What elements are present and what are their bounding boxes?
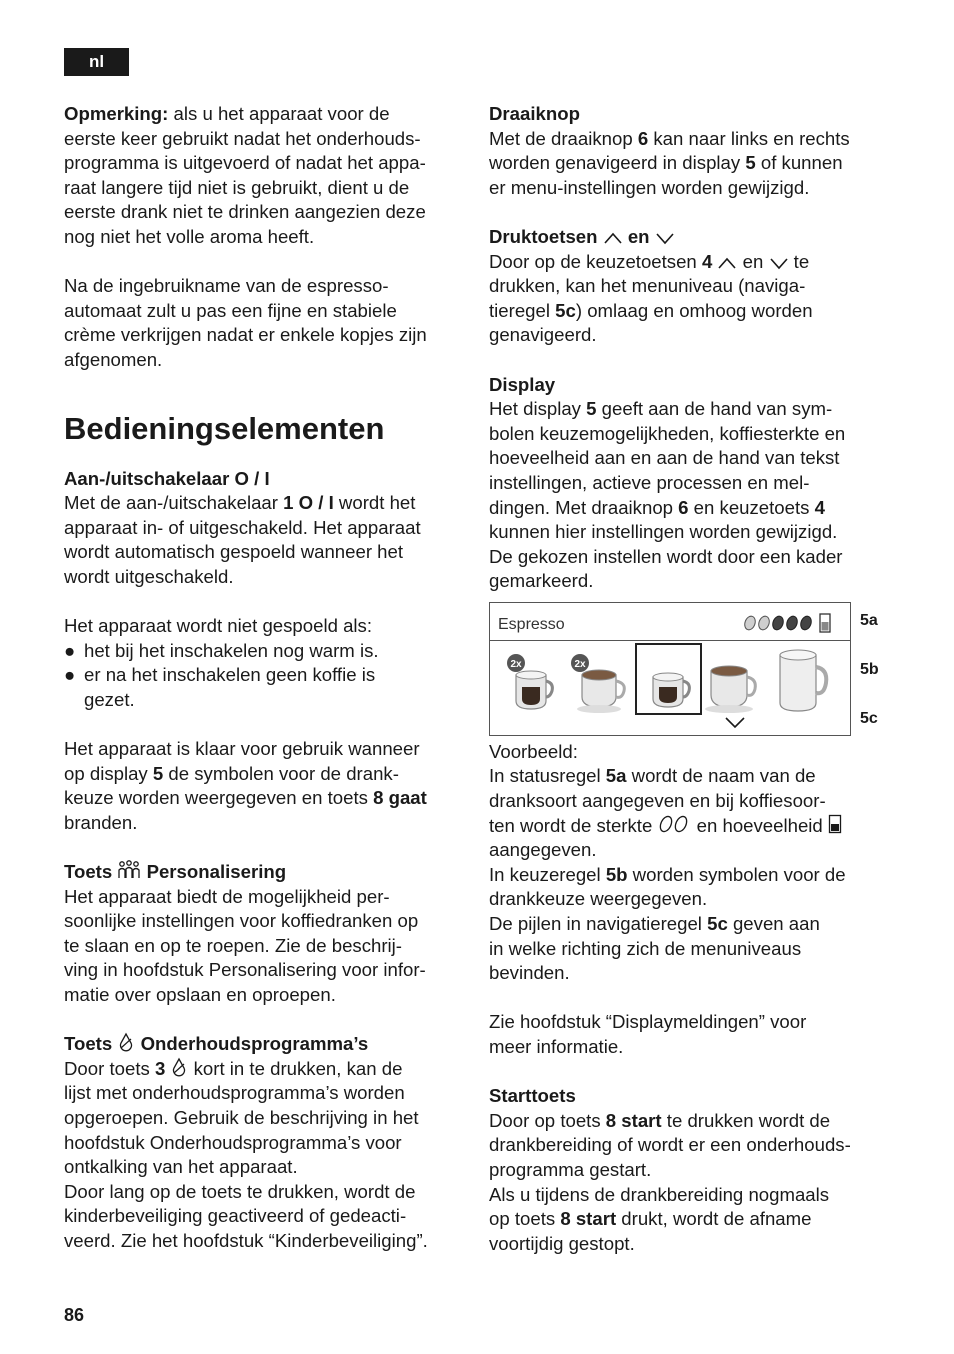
- text-line: De gekozen instellen wordt door een kader: [489, 545, 843, 567]
- personalisation-title: [64, 860, 469, 885]
- right-column: [489, 102, 894, 1256]
- chevron-up-icon: [603, 231, 623, 245]
- double-espresso-cup-icon: [507, 654, 552, 709]
- text-line: er menu-instellingen worden gewijzigd.: [489, 176, 810, 198]
- text-span: ) omlaag en omhoog worden: [575, 299, 813, 321]
- text-line: in welke richting zich de menuniveaus: [489, 937, 802, 959]
- text-span: 4: [814, 496, 825, 518]
- text-line: afgenomen.: [64, 348, 163, 370]
- bean-strength-icon: [657, 814, 691, 834]
- text-line: apparaat in- of uitgeschakeld. Het apparaat: [64, 516, 421, 538]
- text-span: 5: [586, 398, 597, 420]
- chevron-down-icon: [655, 231, 675, 245]
- text-line: Door lang op de toets te drukken, wordt de: [64, 1180, 416, 1202]
- knob-section: [489, 102, 894, 200]
- text-span: wordt het: [333, 492, 416, 514]
- bullet-item: [64, 639, 469, 664]
- start-section: [489, 1084, 894, 1256]
- text-span: 8 start: [560, 1208, 617, 1230]
- text-line: ving in hoofdstuk Personalisering voor infor-: [64, 959, 426, 981]
- text-span: Met de draaiknop: [489, 127, 638, 149]
- text-span: Door toets: [64, 1057, 155, 1079]
- text-span: 5c: [707, 913, 728, 935]
- note-line: eerste keer gebruikt nadat het onderhouds-: [64, 127, 421, 149]
- text-span: kort in te drukken, kan de: [188, 1057, 403, 1079]
- text-line: bolen keuzemogelijkheden, koffiesterkte en: [489, 422, 846, 444]
- knob-title: Draaiknop: [489, 103, 580, 124]
- text-span: 6: [678, 496, 689, 518]
- text-span: op display: [64, 762, 153, 784]
- text-line: hoofdstuk Onderhoudsprogramma’s voor: [64, 1131, 402, 1153]
- text-span: de symbolen voor de drank-: [163, 762, 399, 784]
- text-line: kunnen hier instellingen worden gewijzigd.: [489, 521, 838, 543]
- double-coffee-cup-icon: [571, 654, 624, 713]
- note-line: als u het apparaat voor de: [168, 103, 390, 124]
- text-span: 5: [745, 152, 756, 174]
- text-span: keuze worden weergegeven en toets: [64, 787, 374, 809]
- text-span: 5b: [605, 863, 628, 885]
- text-span: Toets: [64, 861, 113, 883]
- text-span: er na het inschakelen geen koffie is: [84, 664, 376, 686]
- note-line: eerste drank niet te drinken aangezien deze: [64, 201, 426, 223]
- display-section: [489, 373, 894, 594]
- status-line-separator: [490, 640, 850, 641]
- text-span: Personalisering: [146, 861, 287, 883]
- text-span: 4: [701, 250, 713, 272]
- text-span: Onderhoudsprogramma’s: [140, 1033, 369, 1055]
- text-span: kan naar links en rechts: [648, 127, 850, 149]
- indent: [64, 688, 84, 713]
- text-span: 8 start: [605, 1109, 662, 1131]
- note-line: nog niet het volle aroma heeft.: [64, 225, 315, 247]
- text-span: worden symbolen voor de: [627, 863, 846, 885]
- figure-label-5a: 5a: [860, 612, 878, 629]
- text-span: In statusregel: [489, 765, 606, 787]
- text-span: het bij het inschakelen nog warm is.: [84, 639, 379, 661]
- text-span: tieregel: [489, 299, 556, 321]
- text-line: matie over opslaan en oproepen.: [64, 984, 336, 1005]
- cup-badge-text: 2x: [574, 658, 586, 670]
- text-span: Druktoetsen: [489, 225, 598, 247]
- text-span: De pijlen in navigatieregel: [489, 913, 708, 935]
- page-number: 86: [64, 1305, 85, 1325]
- cup-badge-text: 2x: [510, 658, 522, 670]
- text-span: geeft aan de hand van sym-: [596, 398, 833, 420]
- text-span: en: [742, 250, 764, 272]
- figure-label-5b: 5b: [860, 661, 879, 678]
- text-line: Voorbeeld:: [489, 740, 578, 762]
- status-line-text: Espresso: [498, 615, 565, 633]
- left-column: [64, 102, 469, 1254]
- text-line: programma gestart.: [489, 1158, 652, 1180]
- text-line: crème verkrijgen nadat er enkele kopjes zijn: [64, 324, 427, 346]
- display-title: Display: [489, 373, 556, 395]
- note-paragraph: [64, 102, 469, 250]
- text-span: te drukken wordt de: [661, 1109, 831, 1131]
- text-span: en hoeveelheid: [691, 814, 823, 836]
- text-line: voortijdig gestopt.: [489, 1232, 635, 1254]
- text-line: dranksoort aangegeven en bij koffiesoor-: [489, 790, 826, 812]
- note-line: programma is uitgevoerd of nadat het appa-: [64, 152, 426, 174]
- text-line: hoeveelheid aan en aan de hand van tekst: [489, 447, 840, 469]
- note-line: raat langere tijd niet is gebruikt, dient u de: [64, 176, 410, 198]
- start-title: Starttoets: [489, 1085, 576, 1107]
- maintenance-drop-icon: [117, 1032, 135, 1052]
- bullet-item-continued: [64, 688, 469, 713]
- text-line: drukken, kan het menuniveau (naviga-: [489, 275, 806, 297]
- coffee-cup-icon: [705, 666, 755, 713]
- text-span: drukt, wordt de afname: [616, 1208, 812, 1230]
- text-line: opgeroepen. Gebruik de beschrijving in het: [64, 1106, 419, 1128]
- switch-title: Aan-/uitschakelaar O / I: [64, 467, 270, 489]
- text-line: Het apparaat wordt niet gespoeld als:: [64, 615, 373, 637]
- text-span: geven aan: [727, 913, 820, 935]
- text-span: ten wordt de sterkte: [489, 814, 658, 836]
- text-line: meer informatie.: [489, 1036, 624, 1057]
- text-line: branden.: [64, 811, 138, 833]
- not-rinsed-section: [64, 614, 469, 712]
- text-line: automaat zult u pas een fijne en stabiele: [64, 299, 397, 321]
- bullet-icon: ●: [64, 639, 76, 661]
- text-span: 1 O / I: [283, 492, 334, 514]
- bullet-icon: ●: [64, 664, 76, 686]
- text-span: Toets: [64, 1033, 113, 1055]
- example-paragraph: [489, 740, 894, 986]
- text-line: drankkeuze weergegeven.: [489, 888, 708, 910]
- maintenance-drop-icon: [170, 1057, 188, 1077]
- text-span: 5a: [605, 765, 627, 787]
- text-line: bevinden.: [489, 962, 570, 984]
- text-span: Door op toets: [489, 1109, 606, 1131]
- text-line: aangegeven.: [489, 839, 597, 861]
- text-span: 3: [154, 1057, 166, 1079]
- text-line: drankbereiding of wordt er een onderhouds-: [489, 1134, 851, 1156]
- text-line: Na de ingebruikname van de espresso-: [64, 275, 389, 297]
- text-line: instellingen, actieve processen en mel-: [489, 471, 810, 493]
- text-span: dingen. Met draaiknop: [489, 496, 679, 518]
- text-span: gezet.: [84, 688, 135, 710]
- selection-frame: [635, 643, 702, 715]
- text-line: Het apparaat is klaar voor gebruik wanneer: [64, 738, 420, 760]
- text-line: gemarkeerd.: [489, 570, 594, 592]
- section-heading: Bedieningselementen: [64, 410, 385, 446]
- text-span: In keuzeregel: [489, 863, 606, 885]
- text-line: genavigeerd.: [489, 324, 597, 346]
- text-span: 8 gaat: [373, 787, 427, 809]
- language-badge: nl: [64, 48, 129, 76]
- cup-amount-icon: [828, 814, 842, 834]
- text-span: 6: [637, 127, 649, 149]
- switch-section: [64, 467, 469, 590]
- note-label: Opmerking:: [64, 103, 169, 124]
- chevron-up-icon: [717, 256, 737, 270]
- text-line: lijst met onderhoudsprogramma’s worden: [64, 1082, 405, 1104]
- maintenance-section: [64, 1032, 469, 1253]
- text-span: wordt de naam van de: [626, 765, 816, 787]
- bullet-item: [64, 663, 469, 688]
- text-span: worden genavigeerd in display: [489, 152, 746, 174]
- text-line: wordt automatisch gespoeld wanneer het: [64, 541, 404, 563]
- keys-section: [489, 225, 894, 348]
- text-line: Als u tijdens de drankbereiding nogmaals: [489, 1183, 830, 1205]
- text-span: en: [627, 225, 650, 247]
- text-line: kinderbeveiliging geactiveerd of gedeacti-: [64, 1205, 407, 1227]
- text-span: Met de aan-/uitschakelaar: [64, 492, 284, 514]
- display-figure: [489, 602, 851, 736]
- text-span: te: [793, 250, 810, 272]
- intro-paragraph: [64, 274, 469, 372]
- figure-label-5c: 5c: [860, 710, 878, 727]
- personalisation-icon: [117, 860, 141, 880]
- text-span: 5c: [555, 299, 576, 321]
- see-chapter-paragraph: [489, 1010, 894, 1059]
- chevron-down-icon: [724, 715, 746, 729]
- text-span: Het display: [489, 398, 587, 420]
- personalisation-section: [64, 860, 469, 1008]
- text-line: Zie hoofdstuk “Displaymeldingen” voor: [489, 1011, 807, 1033]
- keys-title: [489, 225, 894, 250]
- text-span: op toets: [489, 1208, 561, 1230]
- text-line: wordt uitgeschakeld.: [64, 565, 234, 587]
- chevron-down-icon: [769, 256, 789, 270]
- ready-paragraph: [64, 737, 469, 835]
- text-line: veerd. Zie het hoofdstuk “Kinderbeveiliging”.: [64, 1229, 428, 1251]
- strength-amount-icon: [742, 611, 838, 635]
- text-span: of kunnen: [755, 152, 843, 174]
- text-line: te slaan en op te roepen. Zie de beschrij-: [64, 934, 402, 956]
- text-span: 5: [152, 762, 164, 784]
- maintenance-title: [64, 1032, 469, 1057]
- text-line: soonlijke instellingen voor koffiedranken op: [64, 910, 419, 932]
- text-span: en keuzetoets: [688, 496, 815, 518]
- mug-icon: [780, 650, 826, 711]
- text-line: Het apparaat biedt de mogelijkheid per-: [64, 885, 390, 907]
- text-span: Door op de keuzetoetsen: [489, 250, 702, 272]
- text-line: ontkalking van het apparaat.: [64, 1156, 298, 1178]
